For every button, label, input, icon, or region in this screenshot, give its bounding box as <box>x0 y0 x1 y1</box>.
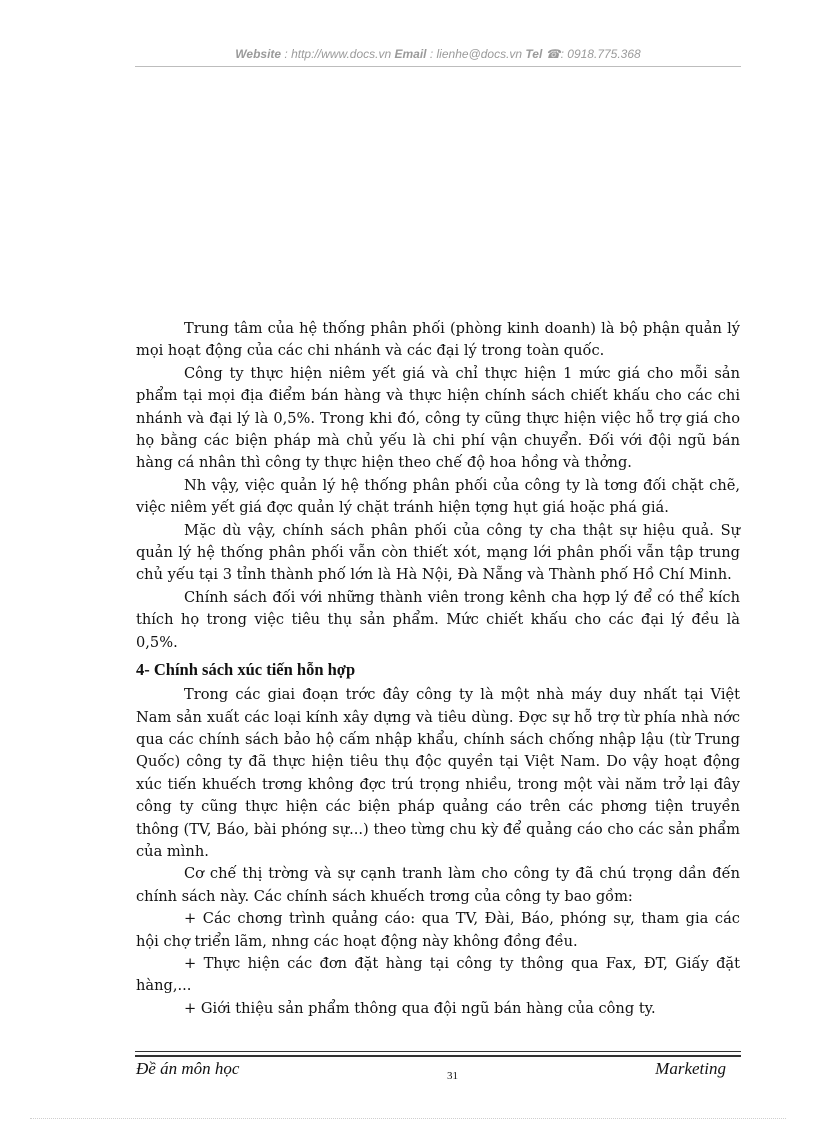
website-label: Website <box>235 47 282 61</box>
page-header <box>135 47 741 61</box>
tel-value: ☎: 0918.775.368 <box>545 47 641 61</box>
paragraph: Trung tâm của hệ thống phân phối (phòng kinh doanh) là bộ phận quản lý mọi hoạt động của các chi nhánh và các đại lý trong toàn quốc. <box>136 320 740 360</box>
header-divider <box>135 66 741 67</box>
email-value[interactable]: : lienhe@docs.vn <box>429 47 523 61</box>
footer-course-title: Đề án môn học <box>136 1059 240 1078</box>
footer-divider <box>135 1051 741 1052</box>
section-heading: 4- Chính sách xúc tiến hỗn hợp <box>136 660 356 680</box>
paragraph: Mặc dù vậy, chính sách phân phối của công ty cha thật sự hiệu quả. Sự quản lý hệ thống phân phối vẫn còn thiết xót, mạng lới phân phối vẫn tập trung chủ yếu tại 3 tỉnh thành phố lớn là Hà Nội, Đà Nẵng và Thành phố Hồ Chí Minh. <box>136 521 740 584</box>
page-number: 31 <box>447 1070 458 1082</box>
paragraph: Công ty thực hiện niêm yết giá và chỉ thực hiện 1 mức giá cho mỗi sản phẩm tại mọi địa điểm bán hàng và thực hiện chính sách chiết khấu cho các chi nhánh và đại lý là 0,5%. Trong khi đó, công ty cũng thực hiện việc hỗ trợ giá cho họ bằng các biện pháp mà chủ yếu là chi phí vận chuyển. Đối với đội ngũ bán hàng cá nhân thì công ty thực hiện theo chế độ hoa hồng và thởng. <box>136 364 740 472</box>
email-label: Email <box>394 47 427 61</box>
bullet-paragraph: + Các chơng trình quảng cáo: qua TV, Đài, Báo, phóng sự, tham gia các hội chợ triển lãm, nhng các hoạt động này không đồng đều. <box>136 910 740 950</box>
tel-label: Tel <box>525 47 543 61</box>
bullet-paragraph: + Thực hiện các đơn đặt hàng tại công ty thông qua Fax, ĐT, Giấy đặt hàng,... <box>136 954 740 995</box>
footer-subject: Marketing <box>655 1059 726 1078</box>
website-value[interactable]: : http://www.docs.vn <box>284 47 392 61</box>
paragraph: Nh vậy, việc quản lý hệ thống phân phối của công ty là tơng đối chặt chẽ, việc niêm yết giá đợc quản lý chặt tránh hiện tợng hụt giá hoặc phá giá. <box>136 476 740 517</box>
paragraph: Cơ chế thị trờng và sự cạnh tranh làm cho công ty đã chú trọng dần đến chính sách này. Các chính sách khuếch trơng của công ty bao gồm: <box>136 865 740 905</box>
bullet-paragraph: + Giới thiệu sản phẩm thông qua đội ngũ bán hàng của công ty. <box>184 999 656 1017</box>
paragraph: Trong các giai đoạn trớc đây công ty là một nhà máy duy nhất tại Việt Nam sản xuất các loại kính xây dựng và tiêu dùng. Đợc sự hỗ trợ từ phía nhà nớc qua các chính sách bảo hộ cấm nhập khẩu, chính sách chống nhập lậu (từ Trung Quốc) công ty đã thực hiện tiêu thụ độc quyền tại Việt Nam. Do vậy hoạt động xúc tiến khuếch trơng không đợc trú trọng nhiều, trong một vài năm trở lại đây công ty cũng thực hiện các biện pháp quảng cáo trên các phơng tiện truyền thông (TV, Báo, bài phóng sự...) theo từng chu kỳ để quảng cáo cho các sản phẩm của mình. <box>136 686 740 860</box>
paragraph: Chính sách đối với những thành viên trong kênh cha hợp lý để có thể kích thích họ trong việc tiêu thụ sản phẩm. Mức chiết khấu cho các đại lý đều là 0,5%. <box>136 588 740 651</box>
document-body <box>136 318 740 1020</box>
page-bottom-border <box>30 1118 786 1119</box>
footer-divider-thick <box>135 1055 741 1057</box>
